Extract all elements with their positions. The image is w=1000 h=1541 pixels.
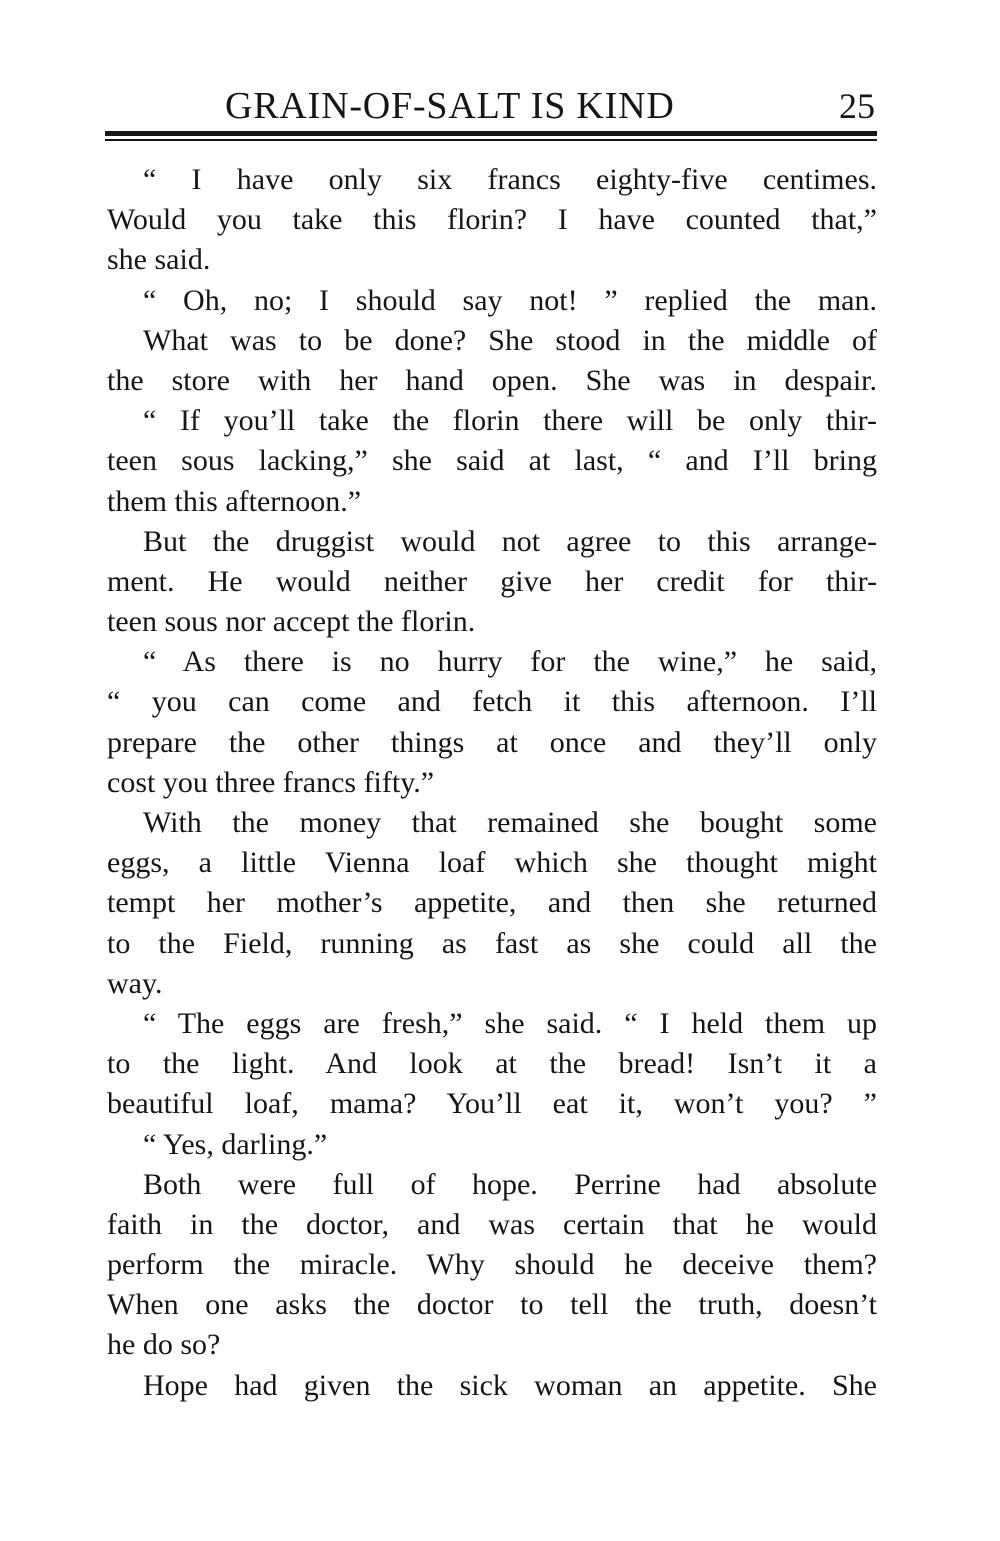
text-line: teen sous nor accept the florin. (107, 605, 476, 639)
text-line: faith in the doctor, and was certain that he would (107, 1207, 877, 1241)
text-line: cost you three francs fifty.” (107, 765, 435, 799)
text-line: Hope had given the sick woman an appetite. She (143, 1368, 877, 1402)
text-line: he do so? (107, 1328, 221, 1362)
text-line: “ you can come and fetch it this afternoon. I’ll (107, 685, 877, 719)
text-line: beautiful loaf, mama? You’ll eat it, won’t you? ” (107, 1087, 877, 1121)
text-line: “ I have only six francs eighty-five centimes. (143, 163, 877, 196)
text-line: to the Field, running as fast as she could all the (107, 926, 877, 960)
text-line: she said. (107, 243, 211, 277)
text-line: “ Yes, darling.” (143, 1127, 328, 1161)
text-line: With the money that remained she bought some (143, 806, 877, 839)
text-line: But the druggist would not agree to this arrange- (143, 524, 877, 558)
body-text (107, 160, 877, 1406)
text-line: prepare the other things at once and they’ll only (107, 725, 877, 759)
header-rule-thin (105, 139, 877, 141)
text-line: to the light. And look at the bread! Isn’t it a (107, 1047, 877, 1081)
text-line: “ Oh, no; I should say not! ” replied the man. (143, 283, 877, 317)
text-line: “ As there is no hurry for the wine,” he said, (143, 645, 877, 679)
text-line: the store with her hand open. She was in despair. (107, 363, 877, 397)
text-line: tempt her mother’s appetite, and then she returned (107, 886, 877, 920)
text-line: What was to be done? She stood in the middle of (143, 323, 877, 357)
text-line: When one asks the doctor to tell the truth, doesn’t (107, 1288, 877, 1322)
running-title: GRAIN-OF-SALT IS KIND (225, 85, 675, 127)
text-line: way. (107, 966, 163, 1000)
header-rule-thick (105, 131, 877, 136)
text-line: perform the miracle. Why should he deceive them? (107, 1248, 877, 1282)
text-line: them this afternoon.” (107, 484, 362, 518)
text-line: Would you take this florin? I have counted that,” (107, 203, 877, 237)
page-number: 25 (839, 86, 875, 126)
text-line: Both were full of hope. Perrine had absolute (143, 1167, 877, 1201)
running-header (105, 84, 877, 128)
text-line: eggs, a little Vienna loaf which she thought might (107, 846, 877, 880)
text-line: ment. He would neither give her credit for thir- (107, 564, 877, 598)
text-line: “ If you’ll take the florin there will be only thir- (143, 404, 877, 438)
text-line: “ The eggs are fresh,” she said. “ I held them up (143, 1006, 877, 1040)
text-line: teen sous lacking,” she said at last, “ and I’ll bring (107, 444, 877, 478)
